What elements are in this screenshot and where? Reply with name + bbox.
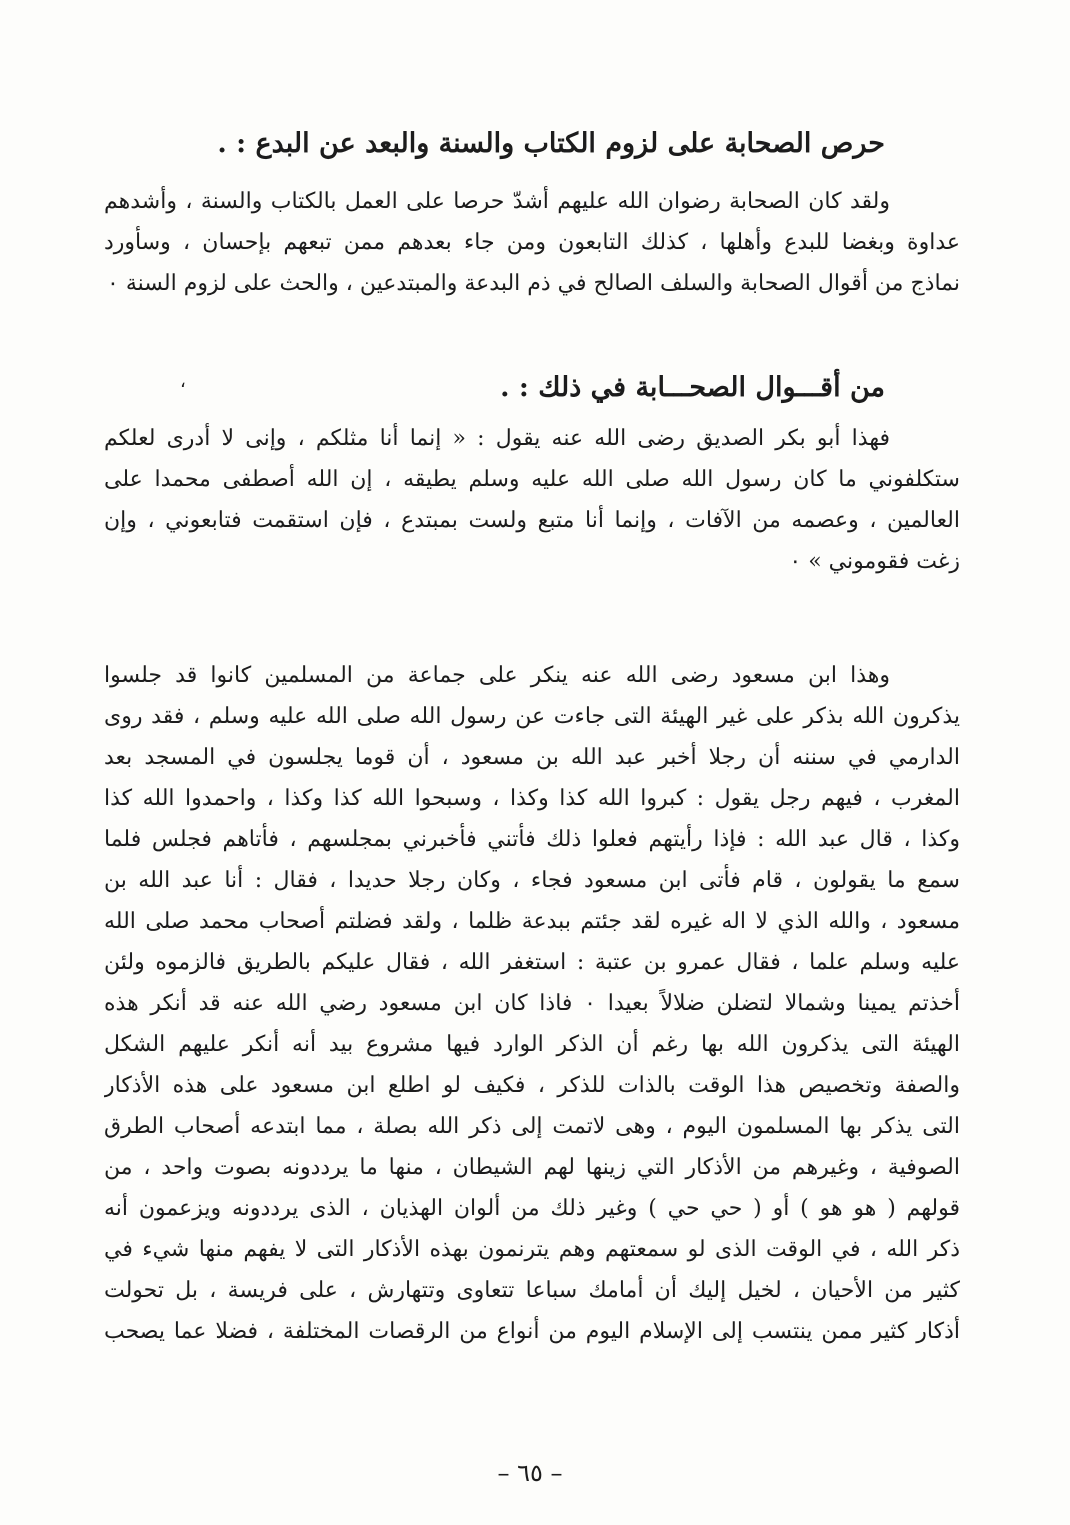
paragraph-line: والصفة وتخصيص هذا الوقت بالذات للذكر ، فكيف لو اطلع ابن مسعود على هذه الأذكار <box>104 1073 960 1098</box>
paragraph-line: الصوفية ، وغيرهم من الأذكار التي زينها لهم الشيطان ، منها ما يرددونه بصوت واحد ، من <box>104 1155 960 1180</box>
paragraph-line: ستكلفوني ما كان رسول الله صلى الله عليه وسلم يطيقه ، إن الله أصطفى محمدا على <box>104 467 960 492</box>
section-heading-companions-adherence: حرص الصحابة على لزوم الكتاب والسنة والبعد عن البدع : . <box>217 128 885 159</box>
paragraph-line: ولقد كان الصحابة رضوان الله عليهم أشدّ حرصا على العمل بالكتاب والسنة ، وأشدهم <box>104 189 890 214</box>
paragraph-line: الدارمي في سننه أن رجلا أخبر عبد الله بن مسعود ، أن قوما يجلسون في المسجد بعد <box>104 745 960 770</box>
paragraph-line: نماذج من أقوال الصحابة والسلف الصالح في ذم البدعة والمبتدعين ، والحث على لزوم السنة ٠ <box>107 271 960 296</box>
paragraph-line: أخذتم يمينا وشمالا لتضلن ضلالاً بعيدا ٠ فاذا كان ابن مسعود رضي الله عنه قد أنكر هذه <box>104 991 960 1016</box>
paragraph-line: عداوة وبغضا للبدع وأهلها ، كذلك التابعون ومن جاء بعدهم ممن تبعهم بإحسان ، وسأورد <box>104 230 960 255</box>
paragraph-line: كثير من الأحيان ، لخيل إليك أن أمامك سباعا تتعاوى وتتهارش ، على فريسة ، بل تحولت <box>104 1278 960 1303</box>
paragraph-line: العالمين ، وعصمه من الآفات ، وإنما أنا متبع ولست بمبتدع ، فإن استقمت فتابعوني ، وإن <box>104 508 960 533</box>
paragraph-abu-bakr <box>104 418 960 582</box>
paragraph-line: وهذا ابن مسعود رضى الله عنه ينكر على جماعة من المسلمين كانوا قد جلسوا <box>104 663 890 688</box>
paragraph-intro <box>104 181 960 304</box>
paragraph-line: التى يذكر بها المسلمون اليوم ، وهى لاتمت إلى ذكر الله بصلة ، مما ابتدعه أصحاب الطرق <box>104 1114 960 1139</box>
paragraph-line: الهيئة التى يذكرون الله بها رغم أن الذكر الوارد فيها مشروع بيد أنه أنكر عليهم الشكل <box>104 1032 960 1057</box>
stray-print-mark: ، <box>180 371 186 392</box>
paragraph-line: عليه وسلم علما ، فقال عمرو بن عتبة : استغفر الله ، فقال عليكم بالطريق فالزموه ولئن <box>104 950 960 975</box>
paragraph-line: المغرب ، فيهم رجل يقول : كبروا الله كذا وكذا ، وسبحوا الله كذا وكذا ، واحمدوا الله كذا <box>104 786 960 811</box>
paragraph-ibn-masud <box>104 655 960 1352</box>
paragraph-line: يذكرون الله بذكر على غير الهيئة التى جاءت عن رسول الله صلى الله عليه وسلم ، فقد روى <box>104 704 960 729</box>
paragraph-line: وكذا ، قال عبد الله : فإذا رأيتهم فعلوا ذلك فأتني فأخبرني بمجلسهم ، فأتاهم فجلس فلما <box>104 827 960 852</box>
page-number: – ٦٥ – <box>497 1459 563 1487</box>
paragraph-line: مسعود ، والله الذي لا اله غيره لقد جئتم ببدعة ظلما ، ولقد فضلتم أصحاب محمد صلى الله <box>104 909 960 934</box>
paragraph-line: ذكر الله ، في الوقت الذى لو سمعتهم وهم يترنمون بهذه الأذكار التى لا يفهم منها شيء في <box>104 1237 960 1262</box>
paragraph-line: فهذا أبو بكر الصديق رضى الله عنه يقول : « إنما أنا مثلكم ، وإنى لا أدرى لعلكم <box>104 426 890 451</box>
paragraph-line: سمع ما يقولون ، قام فأتى ابن مسعود فجاء ، وكان رجلا حديدا ، فقال : أنا عبد الله بن <box>104 868 960 893</box>
paragraph-line: زغت فقوموني » ٠ <box>789 549 960 574</box>
paragraph-line: قولهم ( هو هو ) أو ( حي حي ) وغير ذلك من ألوان الهذيان ، الذى يرددونه ويزعمون أنه <box>104 1196 960 1221</box>
section-heading-companions-sayings: من أقـــوال الصحـــابة في ذلك : . <box>500 372 885 403</box>
paragraph-line: أذكار كثير ممن ينتسب إلى الإسلام اليوم من أنواع من الرقصات المختلفة ، فضلا عما يصحب <box>104 1319 960 1344</box>
